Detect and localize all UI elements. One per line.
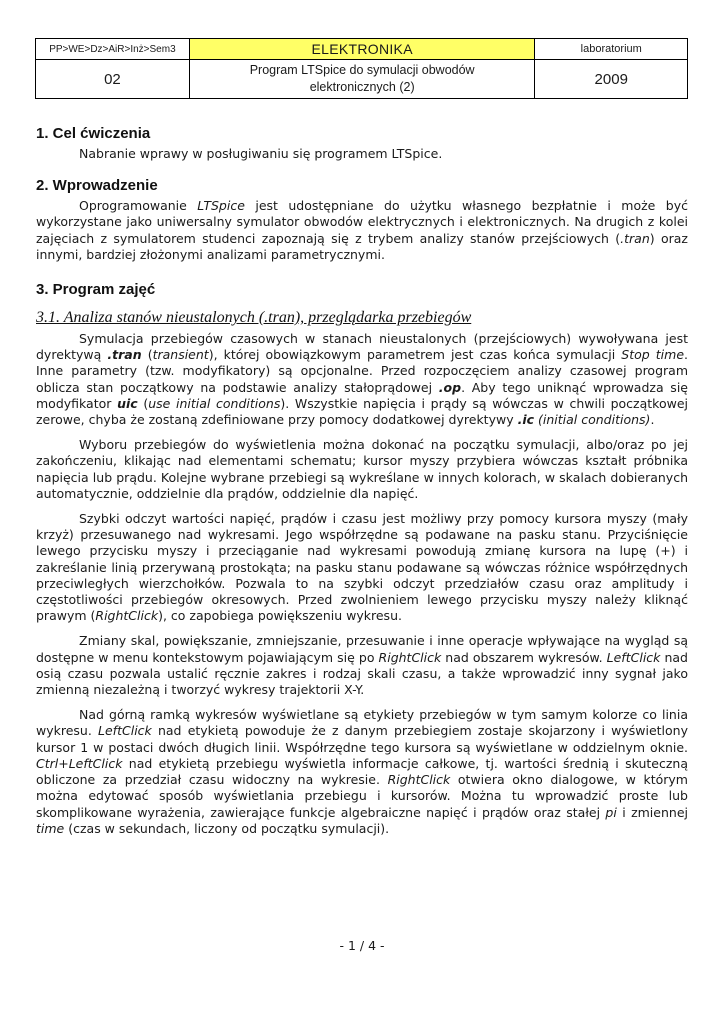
section-1-heading: 1. Cel ćwiczenia — [36, 125, 151, 142]
text-run: uic — [117, 395, 138, 411]
text-run: . Aby tego uniknąć wprowadza się modyfikator — [36, 379, 688, 411]
page-content — [36, 124, 688, 837]
text-run: Oprogramowanie — [79, 198, 198, 214]
text-run: Stop time — [621, 347, 685, 363]
topic-line-2: elektronicznych (2) — [309, 80, 415, 94]
paragraph-waveform-labels — [36, 707, 688, 837]
text-run: ), której obowiązkowym parametrem jest czas końca symulacji — [208, 347, 622, 363]
text-run: RightClick — [387, 772, 451, 788]
text-run: (initial conditions) — [538, 412, 651, 428]
text-run: ( — [141, 347, 153, 363]
text-run: .ic — [517, 412, 535, 428]
text-run: Nad górną ramką wykresów wyświetlane są etykiety przebiegów w tym samym kolorze co linia wykresu. — [36, 707, 688, 739]
section-2-paragraph — [36, 198, 688, 263]
text-run: .tran — [620, 230, 650, 246]
paragraph-waveform-selection: Wyboru przebiegów do wyświetlenia można dokonać na początku symulacji, albo/oraz po jej zakończeniu, klikając nad elementami schematu; kursor myszy przybiera wówczas kształt próbnika napięcia lub prądu. Kolejne wybrane przebiegi są wykreślane w innych kolorach, w skalach dobieranych automatycznie, oddzielnie dla prądów, oddzielnie dla napięć. — [36, 437, 688, 501]
exercise-topic — [189, 60, 535, 99]
text-run: pi — [605, 804, 617, 820]
text-run: Ctrl+LeftClick — [36, 755, 123, 771]
section-1-text: Nabranie wprawy w posługiwaniu się programem LTSpice. — [79, 146, 443, 161]
text-run: ). Wszystkie napięcia i prądy są wówczas w chwili początkowej zerowe, chyba że zostaną zdefiniowane przy pomocy dodatkowej dyrektywy — [36, 395, 688, 428]
text-run: . — [650, 412, 655, 428]
text-run: nad obszarem wykresów. — [441, 649, 607, 665]
text-run: ), co zapobiega powiększeniu wykresu. — [158, 608, 402, 624]
year: 2009 — [535, 60, 688, 99]
breadcrumb: PP>WE>Dz>AiR>Inż>Sem3 — [36, 39, 190, 60]
text-run: nad etykietą powoduje że z danym przebiegiem zostaje skojarzony i wyświetlony kursor 1 w postaci dwóch długich linii. Współrzędne tego kursora są wyświetlane w oddzielnym oknie. — [36, 723, 689, 755]
text-run: LeftClick — [98, 723, 152, 739]
text-run: time — [36, 820, 65, 836]
text-run: .op — [438, 379, 462, 395]
text-run: ) oraz innymi, bardziej złożonymi analizami parametrycznymi. — [36, 230, 688, 262]
text-run: Szybki odczyt wartości napięć, prądów i czasu jest możliwy przy pomocy kursora myszy (mały krzyż) przesuwanego nad wykresami. Jego współrzędne są podawane na pasku stanu. Przyciśnięcie lewego przycisku myszy i przeciąganie nad wykresami powodują zmianę kursora na lupę (+) i zakreślanie linią przerywaną prostokąta; na pasku stanu podawane są wówczas różnice współrzędnych przeciwległych wierzchołków. Pozwala to na szybki odczyt przedziałów czasu oraz amplitudy i częstotliwości przebiegów okresowych. Przed zwolnieniem lewego przycisku myszy należy kliknąć prawym ( — [36, 511, 688, 624]
exercise-number: 02 — [36, 60, 190, 99]
text-run: LTSpice — [197, 198, 245, 214]
text-run: LeftClick — [606, 649, 661, 665]
text-run: RightClick — [95, 608, 159, 624]
section-3-heading: 3. Program zajęć — [36, 281, 156, 299]
text-run: nad etykietą przebiegu wyświetla informacje całkowe, tj. wartości średnią i skuteczną obliczone za przedział czasu widoczny na wykresie. — [36, 755, 688, 788]
text-run: Zmiany skal, powiększanie, zmniejszanie, przesuwanie i inne operacje wpływające na wygląd są dostępne w menu kontekstowym pojawiającym się po — [36, 633, 688, 665]
course-title: ELEKTRONIKA — [189, 39, 535, 60]
paragraph-cursor-readout — [36, 511, 688, 624]
section-2-heading: 2. Wprowadzenie — [36, 177, 158, 195]
text-run: RightClick — [378, 649, 442, 665]
text-run: nad osią czasu pozwala ustalić ręcznie zakres i rodzaj skali czasu, a także wprowadzić inny sygnał jako zmienną niezależną i tworzyć wykresy trajektorii X-Y. — [36, 649, 688, 698]
class-type: laboratorium — [535, 39, 688, 60]
text-run: otwiera okno dialogowe, w którym można edytować sposób wyświetlania przebiegu i kursorów. Można tu wprowadzić proste lub skomplikowane wyrażenia, zawierające funkcje algebraiczne napięć i prądów oraz stałej — [36, 772, 688, 820]
document-header — [35, 38, 688, 99]
text-run: Symulacja przebiegów czasowych w stanach nieustalonych (przejściowych) wywoływana jest dyrektywą — [36, 331, 688, 363]
text-run: i zmiennej — [616, 804, 688, 820]
text-run: use initial conditions — [148, 395, 281, 411]
paragraph-tran — [36, 331, 688, 428]
text-run: jest udostępniane do użytku własnego bezpłatnie i może być wykorzystane jako uniwersalny symulator obwodów elektrycznych i elektronicznych. Na drugich z kolei zajęciach z symulatorem studenci zapoznają się z trybem analizy stanów przejściowych ( — [36, 198, 688, 246]
text-run: transient — [152, 347, 209, 363]
text-run: .tran — [107, 347, 142, 363]
topic-line-1: Program LTSpice do symulacji obwodów — [249, 63, 475, 77]
paragraph-scale-changes — [36, 633, 688, 698]
text-run: (czas w sekundach, liczony od początku symulacji). — [64, 820, 390, 836]
page-number: - 1 / 4 - — [339, 938, 385, 953]
text-run: . Inne parametry (tzw. modyfikatory) są opcjonalne. Przed rozpoczęciem analizy czasowej program oblicza stan początkowy na podstawie analizy stałoprądowej — [36, 347, 688, 395]
subsection-3-1-heading: 3.1. Analiza stanów nieustalonych (.tran), przeglądarka przebiegów — [36, 309, 472, 327]
text-run: ( — [137, 395, 149, 411]
